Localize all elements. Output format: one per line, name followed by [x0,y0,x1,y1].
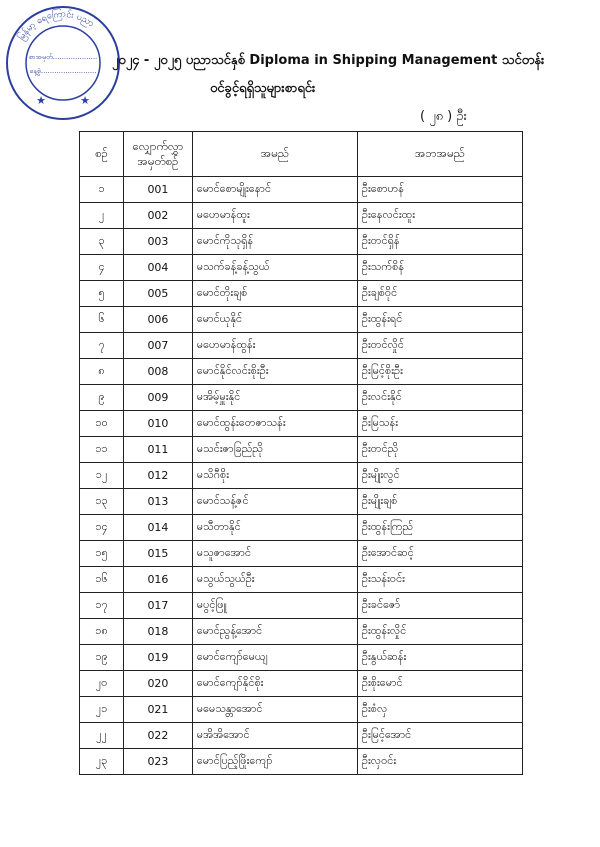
cell-no: ၉ [80,385,124,411]
cell-roll: 015 [124,541,193,567]
cell-father: ဦးမြသန်း [357,411,522,437]
cell-name: မောင်ထွန်းတေဇာသန်း [192,411,357,437]
cell-roll: 007 [124,333,193,359]
cell-no: ၇ [80,333,124,359]
table-header-row [80,132,523,177]
cell-roll: 009 [124,385,193,411]
cell-father: ဦးထွန်းကြည် [357,515,522,541]
table-row [80,515,523,541]
cell-name: မောင်ညွန့်အောင် [192,619,357,645]
header-name: အမည် [192,132,357,177]
cell-father: ဦးမျိုးချစ် [357,489,522,515]
cell-name: မဟေမာန်ထွန်း [192,333,357,359]
cell-father: ဦးစံလှ [357,697,522,723]
cell-no: ၁၃ [80,489,124,515]
table-row [80,333,523,359]
cell-roll: 010 [124,411,193,437]
seal-icon [4,4,122,122]
total-count: ( ၂၈ ) ဦး [420,109,467,124]
cell-name: မသီတာနိုင် [192,515,357,541]
table-row [80,177,523,203]
cell-no: ၁၆ [80,567,124,593]
cell-roll: 001 [124,177,193,203]
cell-no: ၁ [80,177,124,203]
cell-roll: 002 [124,203,193,229]
cell-name: မအိမ့်မှူးနိုင် [192,385,357,411]
cell-name: မောင်တိုးချစ် [192,281,357,307]
cell-roll: 013 [124,489,193,515]
cell-name: မောင်စောမျိုးနောင် [192,177,357,203]
cell-father: ဦးနေလင်းထူး [357,203,522,229]
cell-roll: 017 [124,593,193,619]
cell-roll: 011 [124,437,193,463]
table-row [80,749,523,775]
header-roll-line2: အမှတ်စဉ် [137,154,179,168]
cell-roll: 005 [124,281,193,307]
table-row [80,619,523,645]
cell-name: မောင်ကျော်မေယျ [192,645,357,671]
table-row [80,671,523,697]
cell-name: မသိဂီစိုး [192,463,357,489]
admission-table [79,131,523,775]
cell-no: ၁၇ [80,593,124,619]
seal-star-icon: ★ [36,94,46,107]
table-row [80,203,523,229]
cell-name: မသွယ်သွယ်ဦး [192,567,357,593]
cell-father: ဦးတင်လှိုင် [357,333,522,359]
table-row [80,645,523,671]
seal-ring-text: မြန်မာ့ ရေကြောင်း ပညာ [16,9,96,43]
cell-no: ၁၅ [80,541,124,567]
table-row [80,541,523,567]
cell-father: ဦးစိုးမောင် [357,671,522,697]
cell-roll: 004 [124,255,193,281]
cell-no: ၂၃ [80,749,124,775]
cell-father: ဦးလင်းနိုင် [357,385,522,411]
cell-no: ၂၀ [80,671,124,697]
cell-no: ၄ [80,255,124,281]
cell-no: ၈ [80,359,124,385]
table-row [80,281,523,307]
cell-roll: 023 [124,749,193,775]
official-seal [4,4,122,122]
seal-line-ref: စာအမှတ်.................... [28,53,98,61]
cell-roll: 006 [124,307,193,333]
cell-name: မမေသန္တာအောင် [192,697,357,723]
cell-no: ၂ [80,203,124,229]
table-row [80,567,523,593]
cell-father: ဦးတင်ညို [357,437,522,463]
cell-no: ၂၁ [80,697,124,723]
cell-no: ၁၉ [80,645,124,671]
cell-roll: 012 [124,463,193,489]
table-row [80,489,523,515]
cell-roll: 022 [124,723,193,749]
cell-roll: 021 [124,697,193,723]
cell-name: မောင်ပြည့်ဖြိုးကျော် [192,749,357,775]
table-row [80,437,523,463]
cell-name: မောင်သန့်ဇင် [192,489,357,515]
cell-roll: 003 [124,229,193,255]
cell-roll: 019 [124,645,193,671]
header-roll [124,132,193,177]
cell-name: မောင်ကျော်နိုင်စိုး [192,671,357,697]
cell-father: ဦးလှဝင်း [357,749,522,775]
table-row [80,411,523,437]
cell-no: ၂၂ [80,723,124,749]
cell-father: ဦးသန်းဝင်း [357,567,522,593]
cell-father: ဦးအောင်ဆင့် [357,541,522,567]
cell-father: ဦးချစ်ဝိုင် [357,281,522,307]
cell-name: မောင်နိုင်လင်းစိုးဦး [192,359,357,385]
cell-father: ဦးမြင့်အောင် [357,723,522,749]
cell-no: ၃ [80,229,124,255]
seal-star-icon: ★ [80,94,90,107]
table-row [80,229,523,255]
cell-no: ၁၈ [80,619,124,645]
cell-no: ၁၄ [80,515,124,541]
cell-name: မသူဇာအောင် [192,541,357,567]
cell-no: ၅ [80,281,124,307]
cell-roll: 014 [124,515,193,541]
seal-line-date: နေ့စွဲ......................... [29,67,97,75]
cell-no: ၆ [80,307,124,333]
page-subtitle: ဝင်ခွင့်ရရှိသူများစာရင်း [210,81,316,96]
cell-name: မသင်းဇာခြည်ညို [192,437,357,463]
cell-no: ၁၂ [80,463,124,489]
cell-roll: 008 [124,359,193,385]
cell-name: မအိအိအောင် [192,723,357,749]
cell-father: ဦးခင်ဇော် [357,593,522,619]
cell-name: မောင်ယုနိုင် [192,307,357,333]
cell-no: ၁၀ [80,411,124,437]
table-row [80,697,523,723]
table-row [80,463,523,489]
svg-text:မြန်မာ့ ရေကြောင်း ပညာ [15,7,95,43]
header-father: အဘအမည် [357,132,522,177]
header-roll-line1: လျှောက်လွှာ [132,139,184,153]
cell-father: ဦးမျိုးလွင် [357,463,522,489]
cell-name: မသက်ခန့်ခန့်သွယ် [192,255,357,281]
cell-name: မောင်ကိုသုရှိန် [192,229,357,255]
table-row [80,385,523,411]
cell-roll: 018 [124,619,193,645]
cell-name: မဟေမာန်ထူး [192,203,357,229]
table-row [80,255,523,281]
cell-roll: 016 [124,567,193,593]
cell-father: ဦးထွန်းလှိုင် [357,619,522,645]
table-row [80,307,523,333]
cell-father: ဦးထွန်းရင် [357,307,522,333]
table-row [80,593,523,619]
cell-name: မပွင့်ဖြူ [192,593,357,619]
cell-father: ဦးတင်ရှိန် [357,229,522,255]
cell-roll: 020 [124,671,193,697]
cell-father: ဦးသက်စိန် [357,255,522,281]
page-title: ၂၀၂၄ - ၂၀၂၅ ပညာသင်နှစ် Diploma in Shipping Management သင်တန်း [112,53,545,68]
header-no: စဉ် [80,132,124,177]
cell-father: ဦးစောဟန် [357,177,522,203]
table-row [80,723,523,749]
cell-father: ဦးနွယ်ဆန်း [357,645,522,671]
cell-no: ၁၁ [80,437,124,463]
table-row [80,359,523,385]
cell-father: ဦးမြင့်စိုးဦး [357,359,522,385]
